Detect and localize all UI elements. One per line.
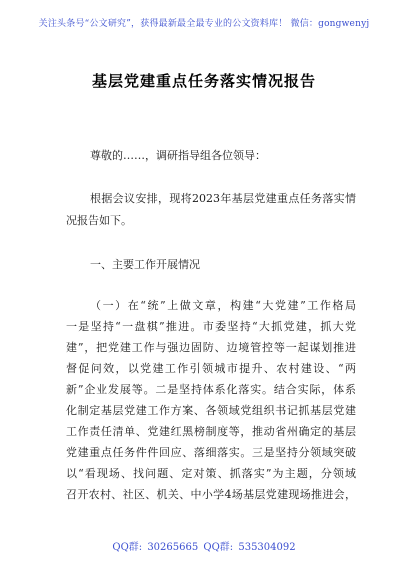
salutation: 尊敬的……，调研指导组各位领导： [90, 149, 266, 162]
paragraph-line-10: 召开农村、社区、机关、中小学4场基层党建现场推进会， [66, 488, 356, 501]
paragraph-line-6: 化制定基层党建工作方案、各领域党组织书记抓基层党建 [66, 404, 356, 417]
paragraph-line-5: 新”企业发展等。二是坚持体系化落实。结合实际，体系 [66, 383, 356, 396]
paragraph-line-8: 党建重点任务件件回应、落细落实。三是坚持分领域突破 [66, 446, 356, 459]
intro-line-1: 根据会议安排，现将2023年基层党建重点任务落实情 [90, 192, 356, 205]
intro-line-2: 况报告如下。 [66, 214, 132, 227]
header-note: 关注头条号“公文研究”，获得最新最全最专业的公文资料库！ 微信：gongwenyj [38, 19, 370, 29]
paragraph-line-2: 一是坚持“一盘棋”推进。市委坚持“大抓党建，抓大党 [66, 320, 356, 333]
footer-contact: QQ群: 30265665 QQ群: 535304092 [112, 542, 296, 553]
paragraph-line-4: 督促问效，以党建工作引领城市提升、农村建设、“两 [66, 362, 356, 375]
paragraph-line-7: 工作责任清单、党建红黑榜制度等，推动省州确定的基层 [66, 425, 356, 438]
paragraph-line-9: 以“看现场、找问题、定对策、抓落实”为主题，分领域 [66, 467, 356, 480]
paragraph-line-3: 建”，把党建工作与强边固防、边境管控等一起谋划推进 [66, 341, 356, 354]
paragraph-line-1: （一）在“统”上做文章，构建“大党建”工作格局 [90, 299, 356, 312]
section-heading: 一、主要工作开展情况 [90, 258, 200, 271]
document-title: 基层党建重点任务落实情况报告 [91, 72, 316, 90]
